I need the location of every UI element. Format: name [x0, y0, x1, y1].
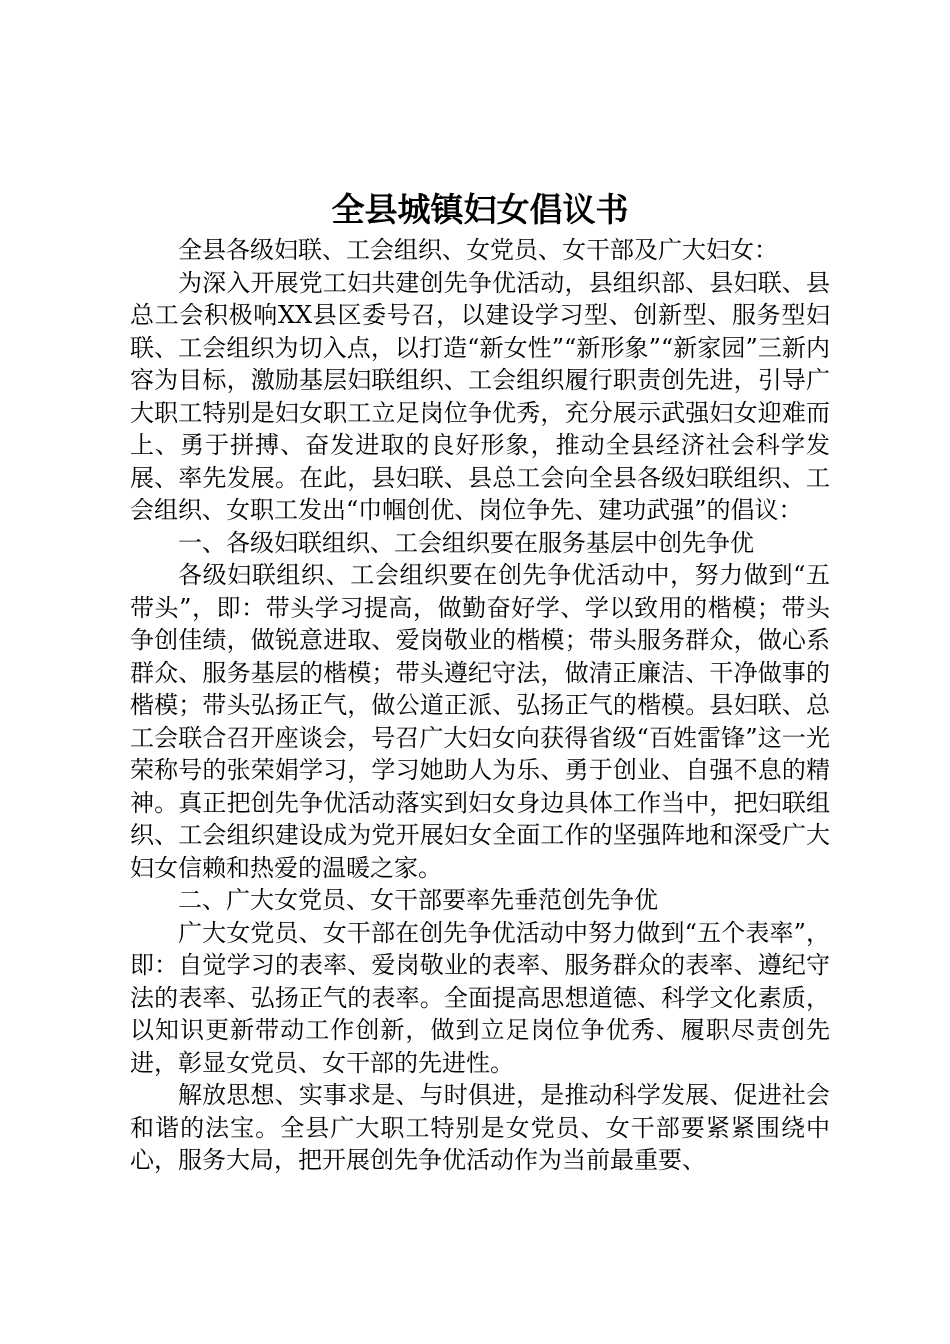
document-page	[130, 188, 830, 1177]
document-title: 全县城镇妇女倡议书	[331, 190, 629, 229]
intro-paragraph: 为深入开展党工妇共建创先争优活动，县组织部、县妇联、县总工会积极响XX县区委号召，以建设学习型、创新型、服务型妇联、工会组织为切入点，以打造“新女性”“新形象”“新家园”三新内容为目标，激励基层妇联组织、工会组织履行职责创先进，引导广大职工特别是妇女职工立足岗位争优秀，充分展示武强妇女迎难而上、勇于拼搏、奋发进取的良好形象，推动全县经济社会科学发展、率先发展。在此，县妇联、县总工会向全县各级妇联组织、工会组织、女职工发出“巾帼创优、岗位争先、建功武强”的倡议：	[130, 268, 830, 524]
section-1-heading: 一、各级妇联组织、工会组织要在服务基层中创先争优	[178, 528, 754, 557]
salutation: 全县各级妇联、工会组织、女党员、女干部及广大妇女：	[178, 236, 778, 264]
section-2-body: 广大女党员、女干部在创先争优活动中努力做到“五个表率”，即：自觉学习的表率、爱岗敬业的表率、服务群众的表率、遵纪守法的表率、弘扬正气的表率。全面提高思想道德、科学文化素质，以知识更新带动工作创新，做到立足岗位争优秀、履职尽责创先进，彰显女党员、女干部的先进性。	[130, 918, 830, 1077]
section-2-heading: 二、广大女党员、女干部要率先垂范创先争优	[178, 886, 658, 914]
section-1-body: 各级妇联组织、工会组织要在创先争优活动中，努力做到“五带头”，即：带头学习提高，做勤奋好学、学以致用的楷模；带头争创佳绩，做锐意进取、爱岗敬业的楷模；带头服务群众，做心系群众、服务基层的楷模；带头遵纪守法，做清正廉洁、干净做事的楷模；带头弘扬正气，做公道正派、弘扬正气的楷模。县妇联、总工会联合召开座谈会，号召广大妇女向获得省级“百姓雷锋”这一光荣称号的张荣娟学习，学习她助人为乐、勇于创业、自强不息的精神。真正把创先争优活动落实到妇女身边具体工作当中，把妇联组织、工会组织建设成为党开展妇女全面工作的坚强阵地和深受广大妇女信赖和热爱的温暖之家。	[130, 561, 830, 882]
section-3-body: 解放思想、实事求是、与时俱进，是推动科学发展、促进社会和谐的法宝。全县广大职工特别是女党员、女干部要紧紧围绕中心，服务大局，把开展创先争优活动作为当前最重要、	[130, 1081, 830, 1174]
